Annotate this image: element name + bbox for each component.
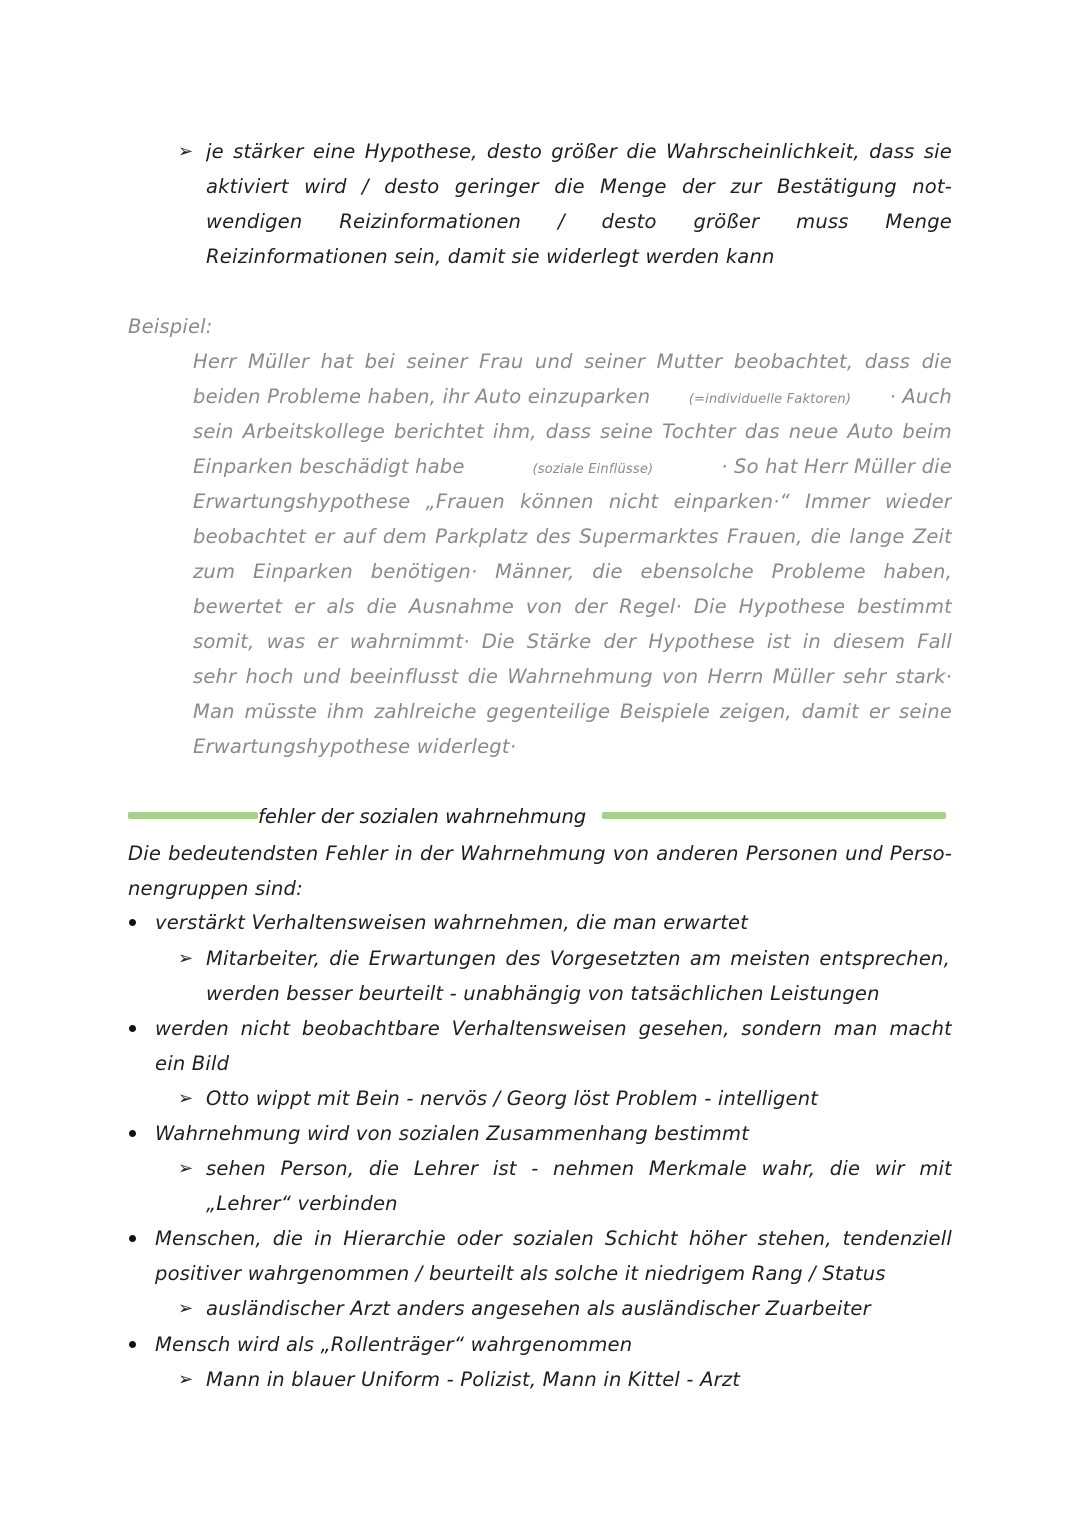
bullet-item: ein Bild <box>155 1052 230 1075</box>
bullet-item: verstärkt Verhaltensweisen wahrnehmen, die man erwartet <box>155 911 749 934</box>
sub-bullet-item: Mitarbeiter, die Erwartungen des Vorgesetzten am meisten entsprechen, <box>206 947 950 970</box>
hypothesis-line: je stärker eine Hypothese, desto größer die Wahrscheinlichkeit, dass sie <box>206 140 952 163</box>
arrow-bullet-icon: ➢ <box>178 1369 194 1390</box>
dot-bullet-icon <box>129 1130 136 1137</box>
bullet-item: positiver wahrgenommen / beurteilt als solche it niedrigem Rang / Status <box>155 1262 886 1285</box>
example-line: beobachtet er auf dem Parkplatz des Supermarktes Frauen, die lange Zeit <box>193 525 952 548</box>
example-line: Man müsste ihm zahlreiche gegenteilige Beispiele zeigen, damit er seine <box>193 700 952 723</box>
dot-bullet-icon <box>129 1025 136 1032</box>
example-line: Erwartungshypothese „Frauen können nicht einparken·“ Immer wieder <box>193 490 952 513</box>
example-text: Einparken beschädigt habe <box>193 455 465 478</box>
example-note: (soziale Einflüsse) <box>532 462 654 477</box>
example-line: sein Arbeitskollege berichtet ihm, dass seine Tochter das neue Auto beim <box>193 420 952 443</box>
example-line: bewertet er als die Ausnahme von der Regel· Die Hypothese bestimmt <box>193 595 952 618</box>
arrow-bullet-icon: ➢ <box>178 1158 194 1179</box>
sub-bullet-item: ausländischer Arzt anders angesehen als ausländischer Zuarbeiter <box>206 1297 871 1320</box>
sub-bullet-item: werden besser beurteilt - unabhängig von tatsächlichen Leistungen <box>206 982 880 1005</box>
example-text: · Auch <box>889 385 952 408</box>
example-text: beiden Probleme haben, ihr Auto einzuparken <box>193 385 651 408</box>
dot-bullet-icon <box>129 1341 136 1348</box>
sub-bullet-item: Mann in blauer Uniform - Polizist, Mann in Kittel - Arzt <box>206 1368 741 1391</box>
hypothesis-line: aktiviert wird / desto geringer die Menge der zur Bestätigung not- <box>206 175 952 198</box>
example-label: Beispiel: <box>128 315 213 338</box>
sub-bullet-item: „Lehrer“ verbinden <box>206 1192 398 1215</box>
arrow-bullet-icon: ➢ <box>178 948 194 969</box>
bullet-item: Mensch wird als „Rollenträger“ wahrgenommen <box>155 1333 633 1356</box>
arrow-bullet-icon: ➢ <box>178 1088 194 1109</box>
hypothesis-line: wendigen Reizinformationen / desto größer muss Menge <box>206 210 952 233</box>
dot-bullet-icon <box>129 1235 136 1242</box>
heading-rule-left <box>128 812 258 819</box>
sub-bullet-item: sehen Person, die Lehrer ist - nehmen Merkmale wahr, die wir mit <box>206 1157 952 1180</box>
example-line: zum Einparken benötigen· Männer, die ebensolche Probleme haben, <box>193 560 952 583</box>
example-line <box>193 449 952 487</box>
dot-bullet-icon <box>129 919 136 926</box>
example-note: (=individuelle Faktoren) <box>688 392 852 407</box>
section-intro: Die bedeutendsten Fehler in der Wahrnehmung von anderen Personen und Perso- <box>128 842 952 865</box>
bullet-item: Wahrnehmung wird von sozialen Zusammenhang bestimmt <box>155 1122 750 1145</box>
heading-rule-right <box>602 812 946 819</box>
example-line <box>193 379 952 417</box>
bullet-item: werden nicht beobachtbare Verhaltensweisen gesehen, sondern man macht <box>155 1017 952 1040</box>
section-heading: fehler der sozialen wahrnehmung <box>258 805 587 828</box>
sub-bullet-item: Otto wippt mit Bein - nervös / Georg löst Problem - intelligent <box>206 1087 819 1110</box>
arrow-bullet-icon: ➢ <box>178 1298 194 1319</box>
example-line: sehr hoch und beeinflusst die Wahrnehmung von Herrn Müller sehr stark· <box>193 665 952 688</box>
arrow-bullet-icon: ➢ <box>178 141 194 162</box>
example-line: Herr Müller hat bei seiner Frau und seiner Mutter beobachtet, dass die <box>193 350 952 373</box>
section-intro: nengruppen sind: <box>128 877 303 900</box>
hypothesis-line: Reizinformationen sein, damit sie widerlegt werden kann <box>206 245 775 268</box>
bullet-item: Menschen, die in Hierarchie oder sozialen Schicht höher stehen, tendenziell <box>155 1227 952 1250</box>
example-line: somit, was er wahrnimmt· Die Stärke der Hypothese ist in diesem Fall <box>193 630 952 653</box>
example-text: · So hat Herr Müller die <box>721 455 952 478</box>
example-line: Erwartungshypothese widerlegt· <box>193 735 517 758</box>
